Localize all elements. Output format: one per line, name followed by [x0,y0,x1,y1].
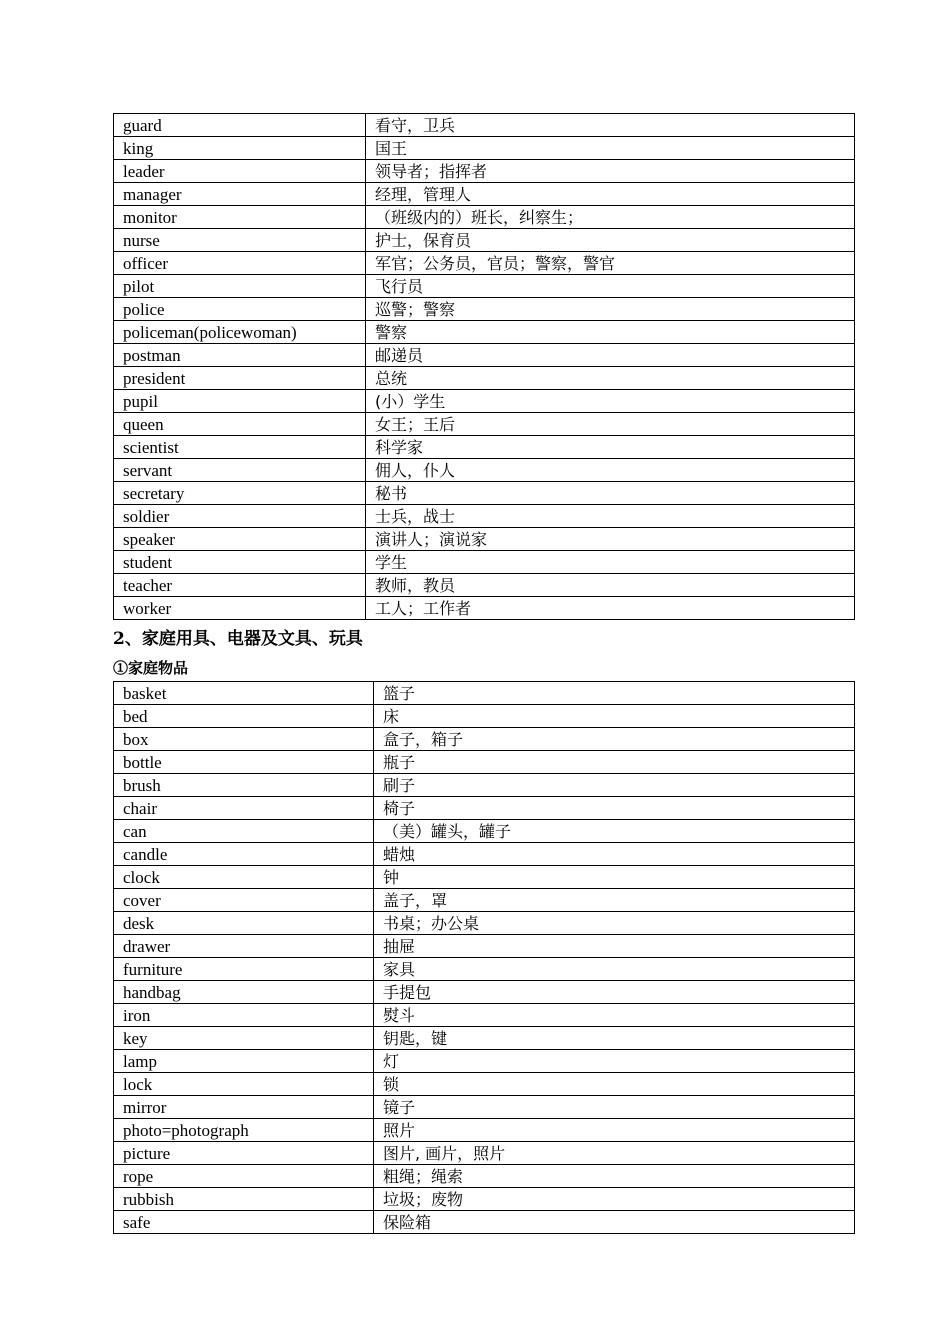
chinese-meaning: 工人；工作者 [366,597,855,620]
table-row [114,774,855,797]
table-row [114,1027,855,1050]
chinese-meaning: 总统 [366,367,855,390]
table-row [114,912,855,935]
english-word: queen [114,413,366,436]
english-word: policeman(policewoman) [114,321,366,344]
chinese-meaning: 军官；公务员，官员；警察，警官 [366,252,855,275]
chinese-meaning: 镜子 [374,1096,855,1119]
table-row [114,1165,855,1188]
chinese-meaning: 床 [374,705,855,728]
table-row [114,344,855,367]
english-word: photo=photograph [114,1119,374,1142]
chinese-meaning: （美）罐头，罐子 [374,820,855,843]
table-row [114,958,855,981]
english-word: drawer [114,935,374,958]
english-word: postman [114,344,366,367]
chinese-meaning: 刷子 [374,774,855,797]
chinese-meaning: 图片, 画片，照片 [374,1142,855,1165]
table-row [114,1188,855,1211]
table-row [114,1211,855,1234]
table-row [114,206,855,229]
english-word: lock [114,1073,374,1096]
english-word: speaker [114,528,366,551]
chinese-meaning: 钟 [374,866,855,889]
chinese-meaning: 保险箱 [374,1211,855,1234]
household-table-body [114,682,855,1234]
english-word: teacher [114,574,366,597]
table-row [114,436,855,459]
table-row [114,682,855,705]
english-word: rubbish [114,1188,374,1211]
table-row [114,160,855,183]
english-word: police [114,298,366,321]
english-word: monitor [114,206,366,229]
table-row [114,1096,855,1119]
chinese-meaning: 盒子，箱子 [374,728,855,751]
table-row [114,298,855,321]
table-row [114,229,855,252]
table-row [114,114,855,137]
table-row [114,413,855,436]
english-word: desk [114,912,374,935]
table-row [114,505,855,528]
english-word: key [114,1027,374,1050]
chinese-meaning: 熨斗 [374,1004,855,1027]
english-word: picture [114,1142,374,1165]
chinese-meaning: 灯 [374,1050,855,1073]
household-items-table [113,681,855,1234]
english-word: pupil [114,390,366,413]
subsection-heading: ①家庭物品 [113,659,189,677]
table-row [114,574,855,597]
section-heading: 2、家庭用具、电器及文具、玩具 [113,629,363,649]
english-word: worker [114,597,366,620]
chinese-meaning: 锁 [374,1073,855,1096]
chinese-meaning: 秘书 [366,482,855,505]
table-row [114,459,855,482]
table-row [114,275,855,298]
english-word: servant [114,459,366,482]
chinese-meaning: （班级内的）班长，纠察生； [366,206,855,229]
chinese-meaning: 国王 [366,137,855,160]
chinese-meaning: 巡警；警察 [366,298,855,321]
english-word: soldier [114,505,366,528]
english-word: handbag [114,981,374,1004]
english-word: clock [114,866,374,889]
table-row [114,705,855,728]
chinese-meaning: 手提包 [374,981,855,1004]
chinese-meaning: 邮递员 [366,344,855,367]
table-row [114,137,855,160]
table-row [114,183,855,206]
chinese-meaning: 家具 [374,958,855,981]
table-row [114,367,855,390]
chinese-meaning: 佣人，仆人 [366,459,855,482]
table-row [114,390,855,413]
english-word: rope [114,1165,374,1188]
chinese-meaning: 钥匙，键 [374,1027,855,1050]
chinese-meaning: 粗绳；绳索 [374,1165,855,1188]
chinese-meaning: 学生 [366,551,855,574]
english-word: basket [114,682,374,705]
english-word: secretary [114,482,366,505]
chinese-meaning: 女王；王后 [366,413,855,436]
chinese-meaning: 教师，教员 [366,574,855,597]
chinese-meaning: 蜡烛 [374,843,855,866]
english-word: guard [114,114,366,137]
chinese-meaning: 演讲人；演说家 [366,528,855,551]
chinese-meaning: 士兵，战士 [366,505,855,528]
table-row [114,751,855,774]
english-word: leader [114,160,366,183]
chinese-meaning: 篮子 [374,682,855,705]
chinese-meaning: 瓶子 [374,751,855,774]
table-row [114,1004,855,1027]
english-word: can [114,820,374,843]
english-word: officer [114,252,366,275]
english-word: chair [114,797,374,820]
chinese-meaning: 飞行员 [366,275,855,298]
chinese-meaning: 垃圾；废物 [374,1188,855,1211]
table-row [114,1142,855,1165]
english-word: safe [114,1211,374,1234]
table-row [114,482,855,505]
english-word: candle [114,843,374,866]
english-word: scientist [114,436,366,459]
table-row [114,935,855,958]
english-word: furniture [114,958,374,981]
table-row [114,597,855,620]
occupation-vocabulary-table [113,113,855,620]
table-row [114,1119,855,1142]
table-row [114,1073,855,1096]
table-row [114,820,855,843]
chinese-meaning: 警察 [366,321,855,344]
occupation-table-body [114,114,855,620]
chinese-meaning: 科学家 [366,436,855,459]
table-row [114,528,855,551]
english-word: student [114,551,366,574]
table-row [114,981,855,1004]
chinese-meaning: 看守，卫兵 [366,114,855,137]
english-word: cover [114,889,374,912]
chinese-meaning: 椅子 [374,797,855,820]
english-word: brush [114,774,374,797]
english-word: bed [114,705,374,728]
table-row [114,866,855,889]
table-row [114,843,855,866]
english-word: pilot [114,275,366,298]
table-row [114,797,855,820]
english-word: box [114,728,374,751]
english-word: manager [114,183,366,206]
english-word: iron [114,1004,374,1027]
chinese-meaning: 护士，保育员 [366,229,855,252]
table-row [114,1050,855,1073]
chinese-meaning: 经理，管理人 [366,183,855,206]
table-row [114,889,855,912]
table-row [114,551,855,574]
english-word: nurse [114,229,366,252]
english-word: king [114,137,366,160]
chinese-meaning: 盖子，罩 [374,889,855,912]
chinese-meaning: 书桌；办公桌 [374,912,855,935]
english-word: lamp [114,1050,374,1073]
chinese-meaning: (小）学生 [366,390,855,413]
table-row [114,321,855,344]
chinese-meaning: 领导者；指挥者 [366,160,855,183]
english-word: mirror [114,1096,374,1119]
chinese-meaning: 抽屉 [374,935,855,958]
english-word: bottle [114,751,374,774]
table-row [114,252,855,275]
chinese-meaning: 照片 [374,1119,855,1142]
english-word: president [114,367,366,390]
table-row [114,728,855,751]
